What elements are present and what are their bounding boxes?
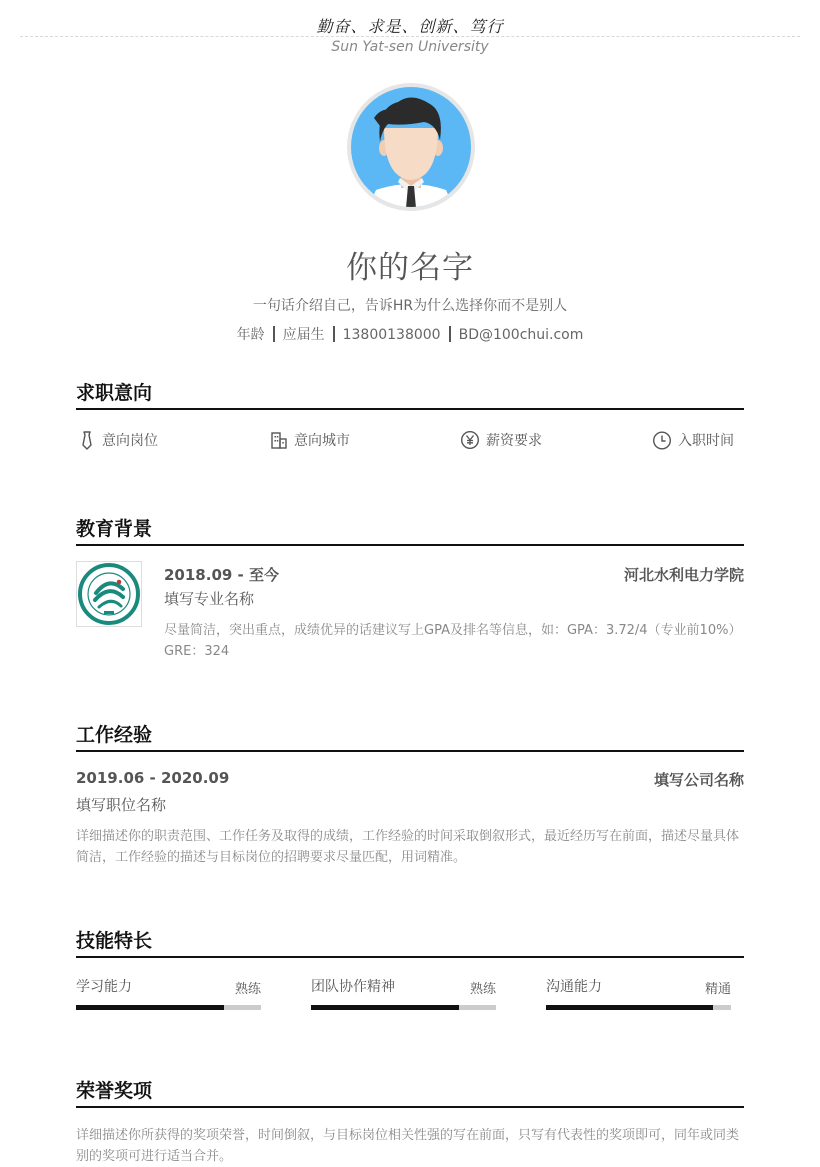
job-position: 填写职位名称 [76, 796, 167, 814]
clock-icon [652, 430, 672, 450]
section-rule [76, 544, 744, 546]
skill-bar [311, 1005, 496, 1010]
section-rule [76, 750, 744, 752]
company-name: 填写公司名称 [653, 771, 744, 789]
section-rule [76, 1106, 744, 1108]
self-intro: 一句话介绍自己，告诉HR为什么选择你而不是别人 [252, 298, 568, 314]
intent-start-time-label: 入职时间 [678, 433, 734, 449]
skill-bar-fill [546, 1005, 713, 1010]
section-title-work: 工作经验 [76, 724, 153, 746]
university-name: Sun Yat-sen University [331, 39, 489, 55]
section-rule [76, 408, 744, 410]
person-name: 你的名字 [346, 250, 474, 286]
contact-status: 应届生 [282, 327, 325, 343]
motto: 勤奋、求是、创新、笃行 [316, 17, 504, 36]
contact-info [0, 324, 820, 344]
skill-name: 团队协作精神 [311, 979, 395, 995]
intent-position-label: 意向岗位 [102, 433, 158, 449]
intent-start-time[interactable] [652, 429, 734, 451]
school-logo [76, 561, 142, 627]
contact-separator [273, 326, 275, 342]
contact-separator [449, 326, 451, 342]
skill-bar-fill [311, 1005, 459, 1010]
section-title-honors: 荣誉奖项 [76, 1080, 153, 1102]
work-description: 详细描述你的职责范围、工作任务及取得的成绩，工作经验的时间采取倒叙形式，最近经历写在前面，描述尽量具体简洁，工作经验的描述与目标岗位的招聘要求尽量匹配，用词精准。 [76, 829, 740, 865]
skill-bar [546, 1005, 731, 1010]
skill-bar [76, 1005, 261, 1010]
section-title-education: 教育背景 [76, 518, 153, 540]
intent-salary[interactable] [460, 429, 542, 451]
skill-name: 沟通能力 [546, 979, 602, 995]
yen-icon [460, 430, 480, 450]
contact-separator [333, 326, 335, 342]
education-date: 2018.09 - 至今 [164, 566, 279, 584]
skill-level: 精通 [704, 982, 731, 997]
building-icon [270, 430, 288, 450]
skill-name: 学习能力 [76, 979, 132, 995]
skill-bar-fill [76, 1005, 224, 1010]
section-title-job-intent: 求职意向 [76, 382, 153, 404]
avatar[interactable] [346, 82, 476, 212]
honors-description: 详细描述你所获得的奖项荣誉，时间倒叙，与目标岗位相关性强的写在前面，只写有代表性的奖项即可，同年或同类别的奖项可进行适当合并。 [76, 1128, 740, 1164]
skill-level: 熟练 [234, 982, 261, 997]
education-description: 尽量简洁，突出重点，成绩优异的话建议写上GPA及排名等信息，如：GPA：3.72/4（专业前10%） GRE：324 [164, 623, 742, 659]
contact-email[interactable]: BD@100chui.com [458, 327, 584, 343]
skill-level: 熟练 [469, 982, 496, 997]
intent-position[interactable] [78, 429, 158, 451]
contact-age: 年龄 [236, 327, 265, 343]
section-title-skills: 技能特长 [76, 930, 153, 952]
major-name: 填写专业名称 [164, 590, 255, 608]
header-divider [20, 36, 800, 37]
contact-phone[interactable]: 13800138000 [342, 327, 441, 343]
intent-salary-label: 薪资要求 [486, 433, 542, 449]
school-name: 河北水利电力学院 [623, 566, 744, 584]
work-date: 2019.06 - 2020.09 [76, 769, 230, 787]
intent-city[interactable] [270, 429, 350, 451]
school-logo-icon [77, 562, 141, 626]
avatar-icon [346, 82, 476, 212]
section-rule [76, 956, 744, 958]
intent-city-label: 意向城市 [294, 433, 350, 449]
tie-icon [78, 430, 96, 450]
